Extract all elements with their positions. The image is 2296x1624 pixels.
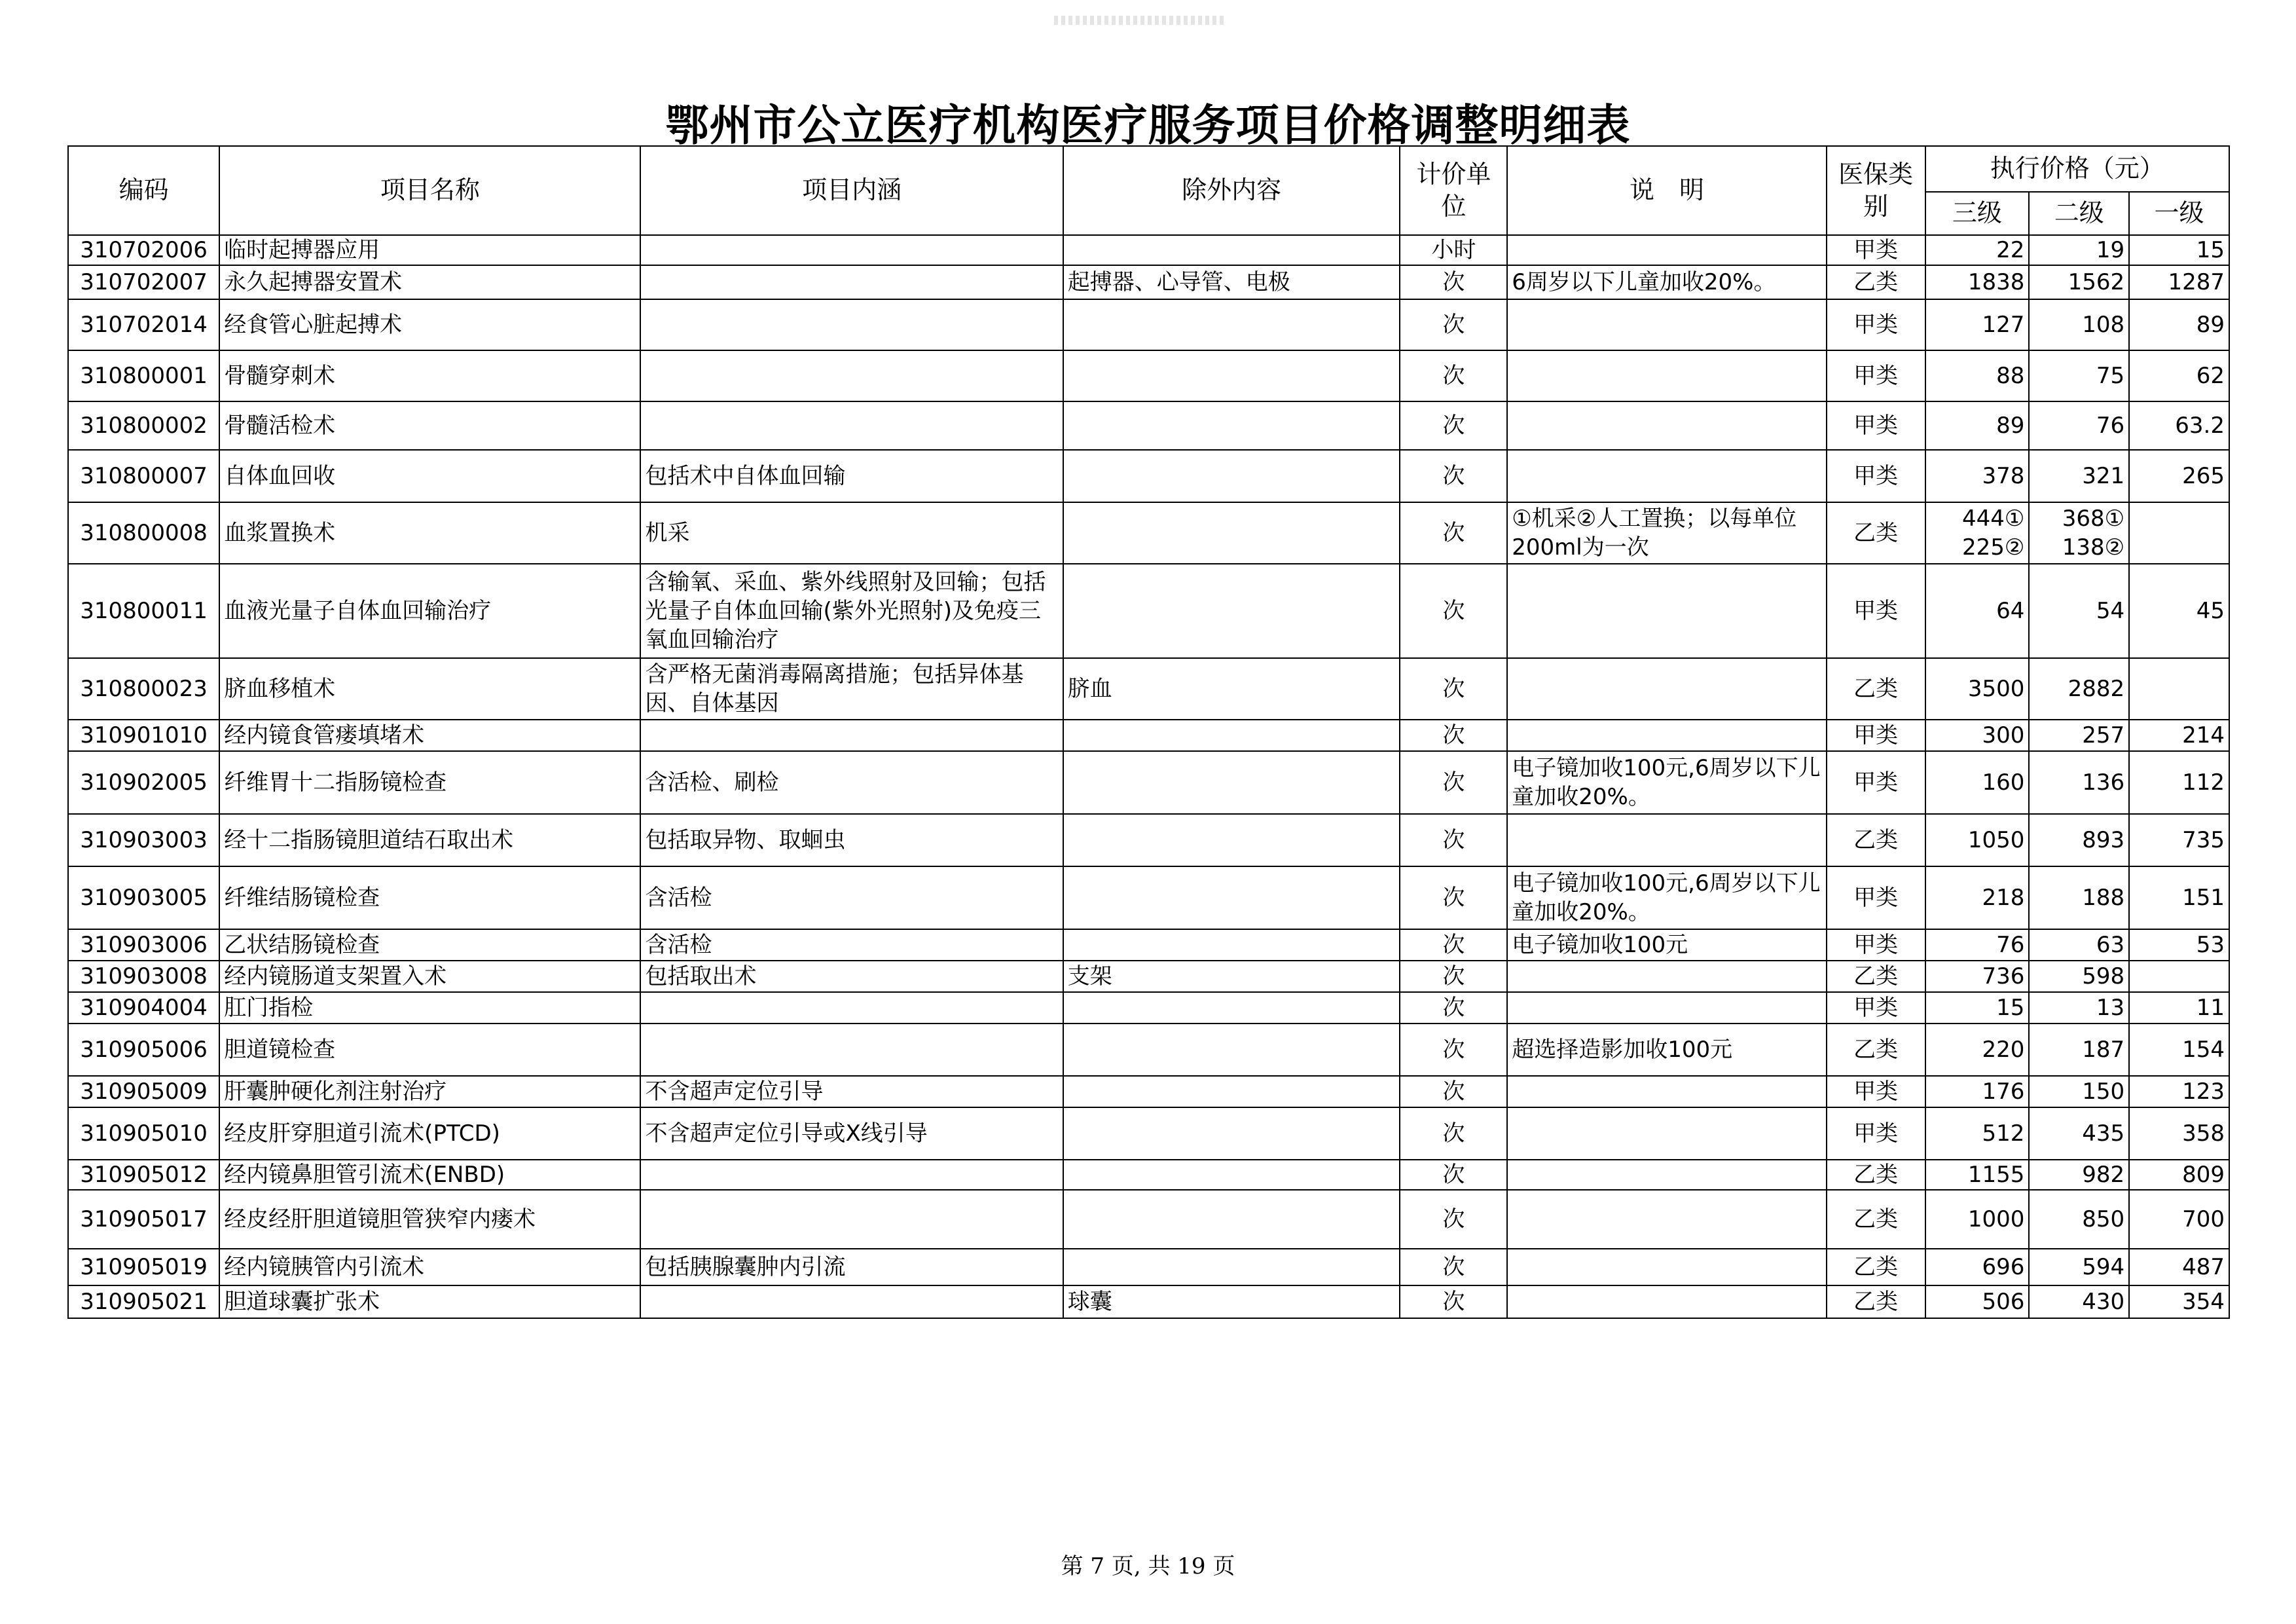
item-name-cell: 永久起搏器安置术	[219, 265, 640, 299]
insurance-class-cell: 甲类	[1827, 751, 1925, 814]
table-row	[68, 350, 2229, 401]
item-name-cell: 脐血移植术	[219, 658, 640, 720]
item-content-cell: 含严格无菌消毒隔离措施；包括异体基因、自体基因	[640, 658, 1063, 720]
item-exclusion-cell	[1063, 1107, 1400, 1160]
insurance-class-cell: 甲类	[1827, 450, 1925, 502]
item-note-cell	[1507, 450, 1827, 502]
table-row	[68, 502, 2229, 564]
item-exclusion-cell	[1063, 1024, 1400, 1076]
price-level1-cell: 265	[2129, 450, 2229, 502]
billing-unit-cell: 次	[1400, 1285, 1507, 1318]
price-level2-cell: 188	[2029, 866, 2129, 929]
billing-unit-cell: 次	[1400, 1024, 1507, 1076]
item-exclusion-cell	[1063, 564, 1400, 658]
item-code-cell: 310905021	[68, 1285, 219, 1318]
table-row	[68, 564, 2229, 658]
item-name-cell: 血浆置换术	[219, 502, 640, 564]
item-name-cell: 乙状结肠镜检查	[219, 929, 640, 961]
item-exclusion-cell: 起搏器、心导管、电极	[1063, 265, 1400, 299]
price-level3-cell: 506	[1925, 1285, 2030, 1318]
billing-unit-cell: 次	[1400, 1249, 1507, 1285]
insurance-class-cell: 甲类	[1827, 401, 1925, 450]
price-level3-cell: 378	[1925, 450, 2030, 502]
price-level2-cell: 187	[2029, 1024, 2129, 1076]
item-exclusion-cell	[1063, 502, 1400, 564]
price-level1-cell: 700	[2129, 1190, 2229, 1249]
item-code-cell: 310800023	[68, 658, 219, 720]
item-name-cell: 经皮经肝胆道镜胆管狭窄内瘘术	[219, 1190, 640, 1249]
table-row	[68, 720, 2229, 751]
price-level3-cell-line-2: 225②	[1961, 534, 2025, 561]
item-note-cell	[1507, 299, 1827, 350]
item-note-cell: 电子镜加收100元	[1507, 929, 1827, 961]
item-content-cell: 含输氧、采血、紫外线照射及回输；包括光量子自体血回输(紫外光照射)及免疫三氧血回输治疗	[640, 564, 1063, 658]
price-level3-cell: 300	[1925, 720, 2030, 751]
price-level2-cell: 54	[2029, 564, 2129, 658]
table-row	[68, 751, 2229, 814]
table-body	[68, 235, 2229, 1318]
item-code-cell: 310905009	[68, 1076, 219, 1107]
price-level3-cell: 1155	[1925, 1160, 2030, 1190]
price-level2-cell: 150	[2029, 1076, 2129, 1107]
price-level1-cell: 151	[2129, 866, 2229, 929]
billing-unit-cell: 次	[1400, 265, 1507, 299]
item-exclusion-cell	[1063, 1249, 1400, 1285]
item-exclusion-cell	[1063, 1076, 1400, 1107]
item-content-cell	[640, 720, 1063, 751]
item-note-cell: 超选择造影加收100元	[1507, 1024, 1827, 1076]
item-note-cell	[1507, 992, 1827, 1024]
price-level1-cell: 358	[2129, 1107, 2229, 1160]
insurance-class-cell: 乙类	[1827, 961, 1925, 992]
item-content-cell: 机采	[640, 502, 1063, 564]
insurance-class-cell: 乙类	[1827, 502, 1925, 564]
price-level3-cell: 15	[1925, 992, 2030, 1024]
price-level2-cell: 19	[2029, 235, 2129, 265]
table-row	[68, 814, 2229, 866]
insurance-class-cell: 乙类	[1827, 814, 1925, 866]
item-code-cell: 310800008	[68, 502, 219, 564]
item-name-cell: 纤维结肠镜检查	[219, 866, 640, 929]
item-note-cell	[1507, 1160, 1827, 1190]
item-exclusion-cell	[1063, 401, 1400, 450]
item-code-cell: 310702014	[68, 299, 219, 350]
price-level2-cell: 1562	[2029, 265, 2129, 299]
price-level1-cell: 62	[2129, 350, 2229, 401]
price-level1-cell: 45	[2129, 564, 2229, 658]
table-row	[68, 929, 2229, 961]
item-exclusion-cell	[1063, 1190, 1400, 1249]
header-level3: 三级	[1925, 192, 2030, 235]
price-level2-cell: 435	[2029, 1107, 2129, 1160]
price-level3-cell: 88	[1925, 350, 2030, 401]
item-code-cell: 310903008	[68, 961, 219, 992]
price-level1-cell: 1287	[2129, 265, 2229, 299]
item-exclusion-cell	[1063, 929, 1400, 961]
table-row	[68, 961, 2229, 992]
price-level2-cell: 75	[2029, 350, 2129, 401]
price-level1-cell: 15	[2129, 235, 2229, 265]
price-level1-cell: 487	[2129, 1249, 2229, 1285]
billing-unit-cell: 次	[1400, 350, 1507, 401]
insurance-class-cell: 甲类	[1827, 235, 1925, 265]
billing-unit-cell: 次	[1400, 564, 1507, 658]
item-content-cell: 包括术中自体血回输	[640, 450, 1063, 502]
header-level1: 一级	[2129, 192, 2229, 235]
item-content-cell: 含活检	[640, 866, 1063, 929]
billing-unit-cell: 次	[1400, 866, 1507, 929]
item-content-cell: 不含超声定位引导或X线引导	[640, 1107, 1063, 1160]
price-level2-cell: 2882	[2029, 658, 2129, 720]
item-name-cell: 经皮肝穿胆道引流术(PTCD)	[219, 1107, 640, 1160]
item-code-cell: 310904004	[68, 992, 219, 1024]
price-level3-cell: 512	[1925, 1107, 2030, 1160]
item-content-cell	[640, 299, 1063, 350]
table-row	[68, 1160, 2229, 1190]
item-code-cell: 310800002	[68, 401, 219, 450]
price-level3-cell: 736	[1925, 961, 2030, 992]
header-exclusion: 除外内容	[1063, 146, 1400, 235]
item-name-cell: 经内镜肠道支架置入术	[219, 961, 640, 992]
price-level2-cell: 321	[2029, 450, 2129, 502]
item-content-cell: 含活检	[640, 929, 1063, 961]
price-level2-cell: 982	[2029, 1160, 2129, 1190]
header-content: 项目内涵	[640, 146, 1063, 235]
header-price-group: 执行价格（元）	[1925, 146, 2229, 192]
header-insurance: 医保类别	[1827, 146, 1925, 235]
table-row	[68, 450, 2229, 502]
page-footer: 第 7 页, 共 19 页	[1061, 1553, 1235, 1579]
price-level2-cell-line-2: 138②	[2062, 534, 2125, 561]
price-level2-cell: 893	[2029, 814, 2129, 866]
table-row	[68, 1024, 2229, 1076]
price-level2-cell: 76	[2029, 401, 2129, 450]
item-exclusion-cell	[1063, 992, 1400, 1024]
price-level3-cell: 1838	[1925, 265, 2030, 299]
price-level3-cell: 176	[1925, 1076, 2030, 1107]
header-name: 项目名称	[219, 146, 640, 235]
item-code-cell: 310702006	[68, 235, 219, 265]
billing-unit-cell: 次	[1400, 401, 1507, 450]
item-code-cell: 310800011	[68, 564, 219, 658]
price-level2-cell: 850	[2029, 1190, 2129, 1249]
price-adjustment-table	[67, 145, 2230, 1319]
item-exclusion-cell	[1063, 1160, 1400, 1190]
table-row	[68, 866, 2229, 929]
item-note-cell	[1507, 658, 1827, 720]
billing-unit-cell: 次	[1400, 1076, 1507, 1107]
table-row	[68, 1107, 2229, 1160]
item-code-cell: 310905017	[68, 1190, 219, 1249]
item-exclusion-cell	[1063, 720, 1400, 751]
item-note-cell	[1507, 1076, 1827, 1107]
item-note-cell	[1507, 564, 1827, 658]
item-exclusion-cell	[1063, 866, 1400, 929]
billing-unit-cell: 次	[1400, 1160, 1507, 1190]
insurance-class-cell: 甲类	[1827, 299, 1925, 350]
table-row	[68, 992, 2229, 1024]
price-level3-cell: 3500	[1925, 658, 2030, 720]
insurance-class-cell: 乙类	[1827, 1160, 1925, 1190]
item-exclusion-cell	[1063, 751, 1400, 814]
insurance-class-cell: 乙类	[1827, 1249, 1925, 1285]
price-level1-cell: 735	[2129, 814, 2229, 866]
insurance-class-cell: 甲类	[1827, 866, 1925, 929]
item-note-cell: ①机采②人工置换；以每单位200ml为一次	[1507, 502, 1827, 564]
item-name-cell: 经十二指肠镜胆道结石取出术	[219, 814, 640, 866]
header-note: 说 明	[1507, 146, 1827, 235]
price-level1-cell	[2129, 658, 2229, 720]
table-row	[68, 235, 2229, 265]
insurance-class-cell: 甲类	[1827, 720, 1925, 751]
item-content-cell	[640, 235, 1063, 265]
item-code-cell: 310902005	[68, 751, 219, 814]
table-row	[68, 299, 2229, 350]
price-level2-cell: 257	[2029, 720, 2129, 751]
item-content-cell	[640, 1285, 1063, 1318]
table-row	[68, 1190, 2229, 1249]
item-name-cell: 经内镜食管瘘填堵术	[219, 720, 640, 751]
item-code-cell: 310901010	[68, 720, 219, 751]
billing-unit-cell: 次	[1400, 658, 1507, 720]
billing-unit-cell: 次	[1400, 450, 1507, 502]
item-note-cell	[1507, 1249, 1827, 1285]
item-name-cell: 临时起搏器应用	[219, 235, 640, 265]
price-level2-cell: 63	[2029, 929, 2129, 961]
item-exclusion-cell	[1063, 299, 1400, 350]
item-name-cell: 经食管心脏起搏术	[219, 299, 640, 350]
insurance-class-cell: 乙类	[1827, 1190, 1925, 1249]
price-level2-cell-line-1: 368①	[2062, 506, 2125, 532]
header-unit: 计价单位	[1400, 146, 1507, 235]
billing-unit-cell: 次	[1400, 720, 1507, 751]
item-name-cell: 肛门指检	[219, 992, 640, 1024]
item-code-cell: 310903006	[68, 929, 219, 961]
item-name-cell: 肝囊肿硬化剂注射治疗	[219, 1076, 640, 1107]
item-code-cell: 310905012	[68, 1160, 219, 1190]
price-level2-cell: 108	[2029, 299, 2129, 350]
item-note-cell	[1507, 235, 1827, 265]
item-content-cell: 含活检、刷检	[640, 751, 1063, 814]
item-exclusion-cell	[1063, 814, 1400, 866]
table-row	[68, 265, 2229, 299]
item-content-cell	[640, 1024, 1063, 1076]
item-note-cell: 电子镜加收100元,6周岁以下儿童加收20%。	[1507, 866, 1827, 929]
price-level1-cell: 123	[2129, 1076, 2229, 1107]
price-level3-cell: 218	[1925, 866, 2030, 929]
item-code-cell: 310905010	[68, 1107, 219, 1160]
item-code-cell: 310800001	[68, 350, 219, 401]
item-name-cell: 骨髓穿刺术	[219, 350, 640, 401]
price-level1-cell: 112	[2129, 751, 2229, 814]
item-name-cell: 经内镜鼻胆管引流术(ENBD)	[219, 1160, 640, 1190]
price-level3-cell: 1050	[1925, 814, 2030, 866]
billing-unit-cell: 次	[1400, 299, 1507, 350]
item-content-cell	[640, 401, 1063, 450]
item-exclusion-cell: 支架	[1063, 961, 1400, 992]
price-level3-cell: 64	[1925, 564, 2030, 658]
insurance-class-cell: 甲类	[1827, 1107, 1925, 1160]
billing-unit-cell: 次	[1400, 1190, 1507, 1249]
item-name-cell: 纤维胃十二指肠镜检查	[219, 751, 640, 814]
item-note-cell: 6周岁以下儿童加收20%。	[1507, 265, 1827, 299]
insurance-class-cell: 乙类	[1827, 265, 1925, 299]
page-title: 鄂州市公立医疗机构医疗服务项目价格调整明细表	[665, 100, 1631, 151]
item-content-cell	[640, 350, 1063, 401]
billing-unit-cell: 次	[1400, 814, 1507, 866]
item-code-cell: 310905019	[68, 1249, 219, 1285]
item-exclusion-cell: 球囊	[1063, 1285, 1400, 1318]
item-code-cell: 310903003	[68, 814, 219, 866]
item-name-cell: 经内镜胰管内引流术	[219, 1249, 640, 1285]
billing-unit-cell: 次	[1400, 992, 1507, 1024]
billing-unit-cell: 次	[1400, 1107, 1507, 1160]
item-note-cell	[1507, 814, 1827, 866]
price-level2-cell: 598	[2029, 961, 2129, 992]
item-note-cell	[1507, 720, 1827, 751]
price-level1-cell: 11	[2129, 992, 2229, 1024]
price-level3-cell: 1000	[1925, 1190, 2030, 1249]
price-level3-cell: 22	[1925, 235, 2030, 265]
billing-unit-cell: 次	[1400, 751, 1507, 814]
table-row	[68, 658, 2229, 720]
insurance-class-cell: 甲类	[1827, 992, 1925, 1024]
item-content-cell: 包括取出术	[640, 961, 1063, 992]
insurance-class-cell: 甲类	[1827, 564, 1925, 658]
item-name-cell: 胆道球囊扩张术	[219, 1285, 640, 1318]
item-note-cell	[1507, 350, 1827, 401]
item-code-cell: 310702007	[68, 265, 219, 299]
item-content-cell: 包括取异物、取蛔虫	[640, 814, 1063, 866]
table-row	[68, 401, 2229, 450]
insurance-class-cell: 甲类	[1827, 929, 1925, 961]
price-level1-cell: 53	[2129, 929, 2229, 961]
billing-unit-cell: 小时	[1400, 235, 1507, 265]
table-row	[68, 1249, 2229, 1285]
item-name-cell: 骨髓活检术	[219, 401, 640, 450]
price-level1-cell	[2129, 502, 2229, 564]
price-level1-cell: 63.2	[2129, 401, 2229, 450]
price-level2-cell: 430	[2029, 1285, 2129, 1318]
price-level1-cell	[2129, 961, 2229, 992]
table-row	[68, 1285, 2229, 1318]
insurance-class-cell: 乙类	[1827, 658, 1925, 720]
item-content-cell: 不含超声定位引导	[640, 1076, 1063, 1107]
price-level3-cell: 696	[1925, 1249, 2030, 1285]
item-exclusion-cell: 脐血	[1063, 658, 1400, 720]
insurance-class-cell: 乙类	[1827, 1024, 1925, 1076]
price-level2-cell	[2029, 502, 2129, 564]
price-level1-cell: 809	[2129, 1160, 2229, 1190]
item-note-cell	[1507, 1190, 1827, 1249]
item-exclusion-cell	[1063, 235, 1400, 265]
header-code: 编码	[68, 146, 219, 235]
price-level2-cell: 136	[2029, 751, 2129, 814]
item-code-cell: 310800007	[68, 450, 219, 502]
scan-artifact	[1054, 16, 1224, 25]
item-code-cell: 310905006	[68, 1024, 219, 1076]
price-level3-cell: 89	[1925, 401, 2030, 450]
header-level2: 二级	[2029, 192, 2129, 235]
insurance-class-cell: 甲类	[1827, 350, 1925, 401]
price-level3-cell: 220	[1925, 1024, 2030, 1076]
item-exclusion-cell	[1063, 450, 1400, 502]
price-level3-cell-line-1: 444①	[1961, 506, 2025, 532]
item-exclusion-cell	[1063, 350, 1400, 401]
price-level3-cell: 76	[1925, 929, 2030, 961]
item-name-cell: 自体血回收	[219, 450, 640, 502]
item-content-cell	[640, 1190, 1063, 1249]
table-row	[68, 1076, 2229, 1107]
item-note-cell	[1507, 401, 1827, 450]
price-level3-cell: 160	[1925, 751, 2030, 814]
price-level1-cell: 154	[2129, 1024, 2229, 1076]
price-level2-cell: 594	[2029, 1249, 2129, 1285]
item-content-cell	[640, 1160, 1063, 1190]
item-code-cell: 310903005	[68, 866, 219, 929]
item-note-cell	[1507, 961, 1827, 992]
price-level3-cell: 127	[1925, 299, 2030, 350]
item-note-cell: 电子镜加收100元,6周岁以下儿童加收20%。	[1507, 751, 1827, 814]
insurance-class-cell: 乙类	[1827, 1285, 1925, 1318]
item-name-cell: 血液光量子自体血回输治疗	[219, 564, 640, 658]
insurance-class-cell: 甲类	[1827, 1076, 1925, 1107]
price-level1-cell: 214	[2129, 720, 2229, 751]
billing-unit-cell: 次	[1400, 961, 1507, 992]
item-content-cell: 包括胰腺囊肿内引流	[640, 1249, 1063, 1285]
item-note-cell	[1507, 1107, 1827, 1160]
price-level1-cell: 354	[2129, 1285, 2229, 1318]
item-note-cell	[1507, 1285, 1827, 1318]
billing-unit-cell: 次	[1400, 929, 1507, 961]
billing-unit-cell: 次	[1400, 502, 1507, 564]
item-content-cell	[640, 992, 1063, 1024]
price-level1-cell: 89	[2129, 299, 2229, 350]
item-name-cell: 胆道镜检查	[219, 1024, 640, 1076]
item-content-cell	[640, 265, 1063, 299]
price-level3-cell	[1925, 502, 2030, 564]
price-level2-cell: 13	[2029, 992, 2129, 1024]
